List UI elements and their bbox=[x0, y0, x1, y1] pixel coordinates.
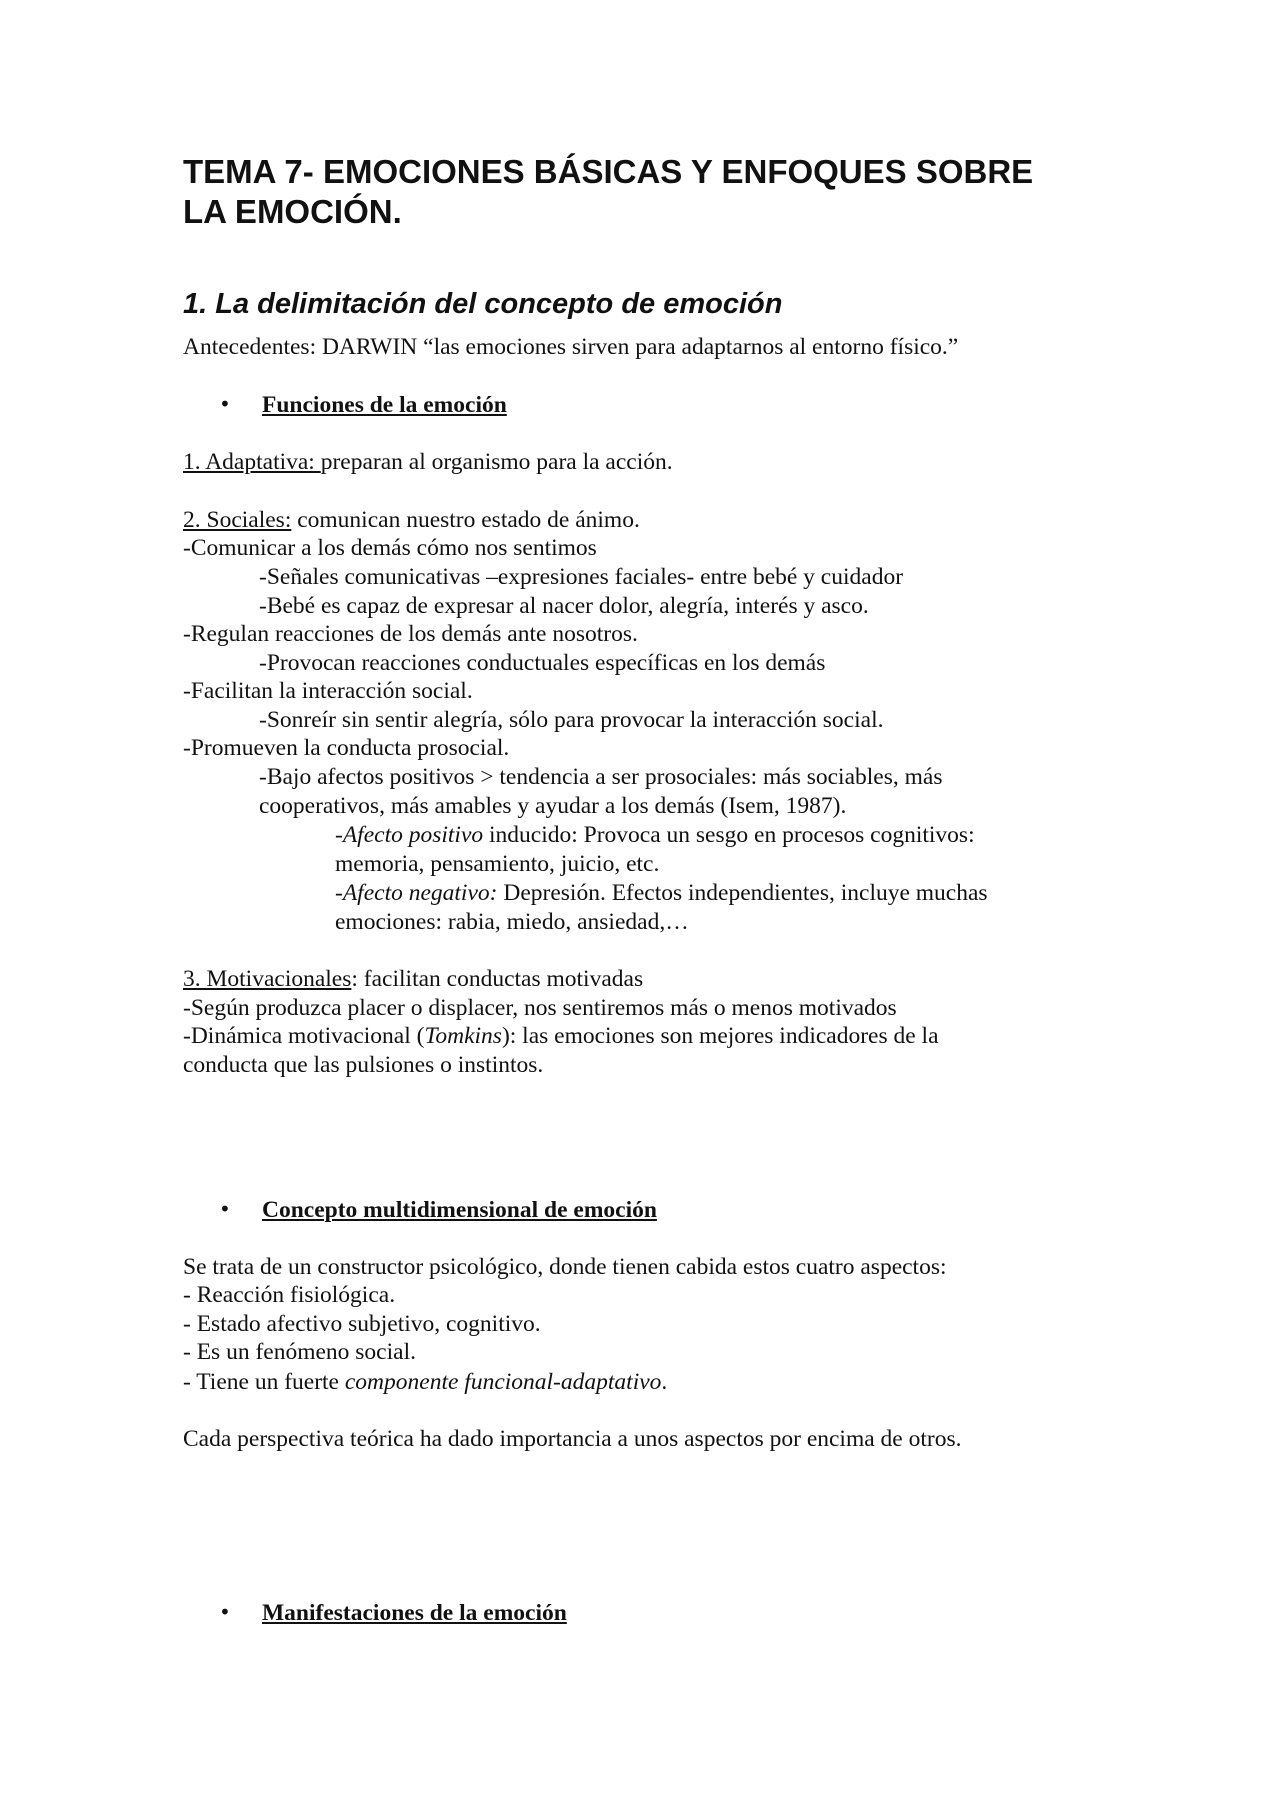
list-item: - Estado afectivo subjetivo, cognitivo. bbox=[183, 1311, 541, 1337]
list-item: -Comunicar a los demás cómo nos sentimos bbox=[183, 535, 597, 561]
concepto-intro: Se trata de un constructor psicológico, donde tienen cabida estos cuatro aspectos: bbox=[183, 1254, 947, 1280]
antecedentes-paragraph: Antecedentes: DARWIN “las emociones sirven para adaptarnos al entorno físico.” bbox=[183, 334, 959, 360]
list-item bbox=[183, 1022, 939, 1050]
list-item: -Promueven la conducta prosocial. bbox=[183, 735, 510, 761]
list-item: - Reacción fisiológica. bbox=[183, 1282, 396, 1308]
list-item bbox=[183, 1368, 667, 1396]
list-item: -Sonreír sin sentir alegría, sólo para provocar la interacción social. bbox=[259, 707, 884, 733]
afecto-positivo-prefix: - bbox=[335, 822, 343, 848]
list-item: conducta que las pulsiones o instintos. bbox=[183, 1052, 544, 1078]
motivacionales-text: : facilitan conductas motivadas bbox=[351, 966, 644, 992]
adaptativa-label: 1. Adaptativa: bbox=[183, 449, 321, 475]
document-title-line-1: TEMA 7- EMOCIONES BÁSICAS Y ENFOQUES SOBRE bbox=[183, 153, 1034, 190]
item4-pre: - Tiene un fuerte bbox=[183, 1369, 345, 1395]
tomkins-pre: -Dinámica motivacional ( bbox=[183, 1023, 425, 1049]
afecto-negativo-term: Afecto negativo: bbox=[342, 880, 498, 906]
item4-post: . bbox=[661, 1369, 668, 1395]
afecto-negativo-prefix: - bbox=[335, 880, 343, 906]
afecto-negativo-cont: emociones: rabia, miedo, ansiedad,… bbox=[335, 909, 689, 935]
tomkins-term: Tomkins bbox=[424, 1023, 502, 1049]
sociales-line bbox=[183, 506, 640, 534]
bullet-icon: • bbox=[219, 392, 231, 416]
afecto-positivo-term: Afecto positivo bbox=[342, 822, 484, 848]
afecto-negativo-line bbox=[335, 879, 988, 907]
item4-term: componente funcional-adaptativo bbox=[344, 1369, 662, 1395]
afecto-positivo-text: inducido: Provoca un sesgo en procesos cognitivos: bbox=[483, 822, 975, 848]
afecto-positivo-line bbox=[335, 821, 975, 849]
list-item: -Señales comunicativas –expresiones faciales- entre bebé y cuidador bbox=[259, 564, 904, 590]
document-title-line-2: LA EMOCIÓN. bbox=[183, 193, 402, 230]
sociales-label: 2. Sociales: bbox=[183, 507, 292, 533]
adaptativa-line bbox=[183, 448, 673, 476]
list-item: cooperativos, más amables y ayudar a los demás (Isem, 1987). bbox=[259, 793, 847, 819]
sociales-text: comunican nuestro estado de ánimo. bbox=[291, 507, 640, 533]
bullet-icon: • bbox=[219, 1600, 231, 1624]
afecto-negativo-text: Depresión. Efectos independientes, incluye muchas bbox=[497, 880, 988, 906]
funciones-heading: Funciones de la emoción bbox=[262, 392, 507, 418]
concepto-closing: Cada perspectiva teórica ha dado importancia a unos aspectos por encima de otros. bbox=[183, 1426, 962, 1452]
manifestaciones-heading: Manifestaciones de la emoción bbox=[262, 1600, 567, 1626]
motivacionales-label: 3. Motivacionales bbox=[183, 966, 352, 992]
bullet-icon: • bbox=[219, 1197, 231, 1221]
list-item: -Regulan reacciones de los demás ante nosotros. bbox=[183, 621, 638, 647]
list-item: -Provocan reacciones conductuales específicas en los demás bbox=[259, 650, 826, 676]
concepto-heading: Concepto multidimensional de emoción bbox=[262, 1197, 657, 1223]
list-item: -Bebé es capaz de expresar al nacer dolor, alegría, interés y asco. bbox=[259, 593, 869, 619]
list-item: - Es un fenómeno social. bbox=[183, 1339, 416, 1365]
list-item: -Según produzca placer o displacer, nos sentiremos más o menos motivados bbox=[183, 995, 897, 1021]
tomkins-post: ): las emociones son mejores indicadores de la bbox=[501, 1023, 939, 1049]
list-item: -Facilitan la interacción social. bbox=[183, 678, 473, 704]
section-heading: 1. La delimitación del concepto de emoción bbox=[183, 288, 783, 320]
afecto-positivo-cont: memoria, pensamiento, juicio, etc. bbox=[335, 851, 660, 877]
list-item: -Bajo afectos positivos > tendencia a ser prosociales: más sociables, más bbox=[259, 764, 943, 790]
adaptativa-text: preparan al organismo para la acción. bbox=[320, 449, 673, 475]
motivacionales-line bbox=[183, 965, 643, 993]
